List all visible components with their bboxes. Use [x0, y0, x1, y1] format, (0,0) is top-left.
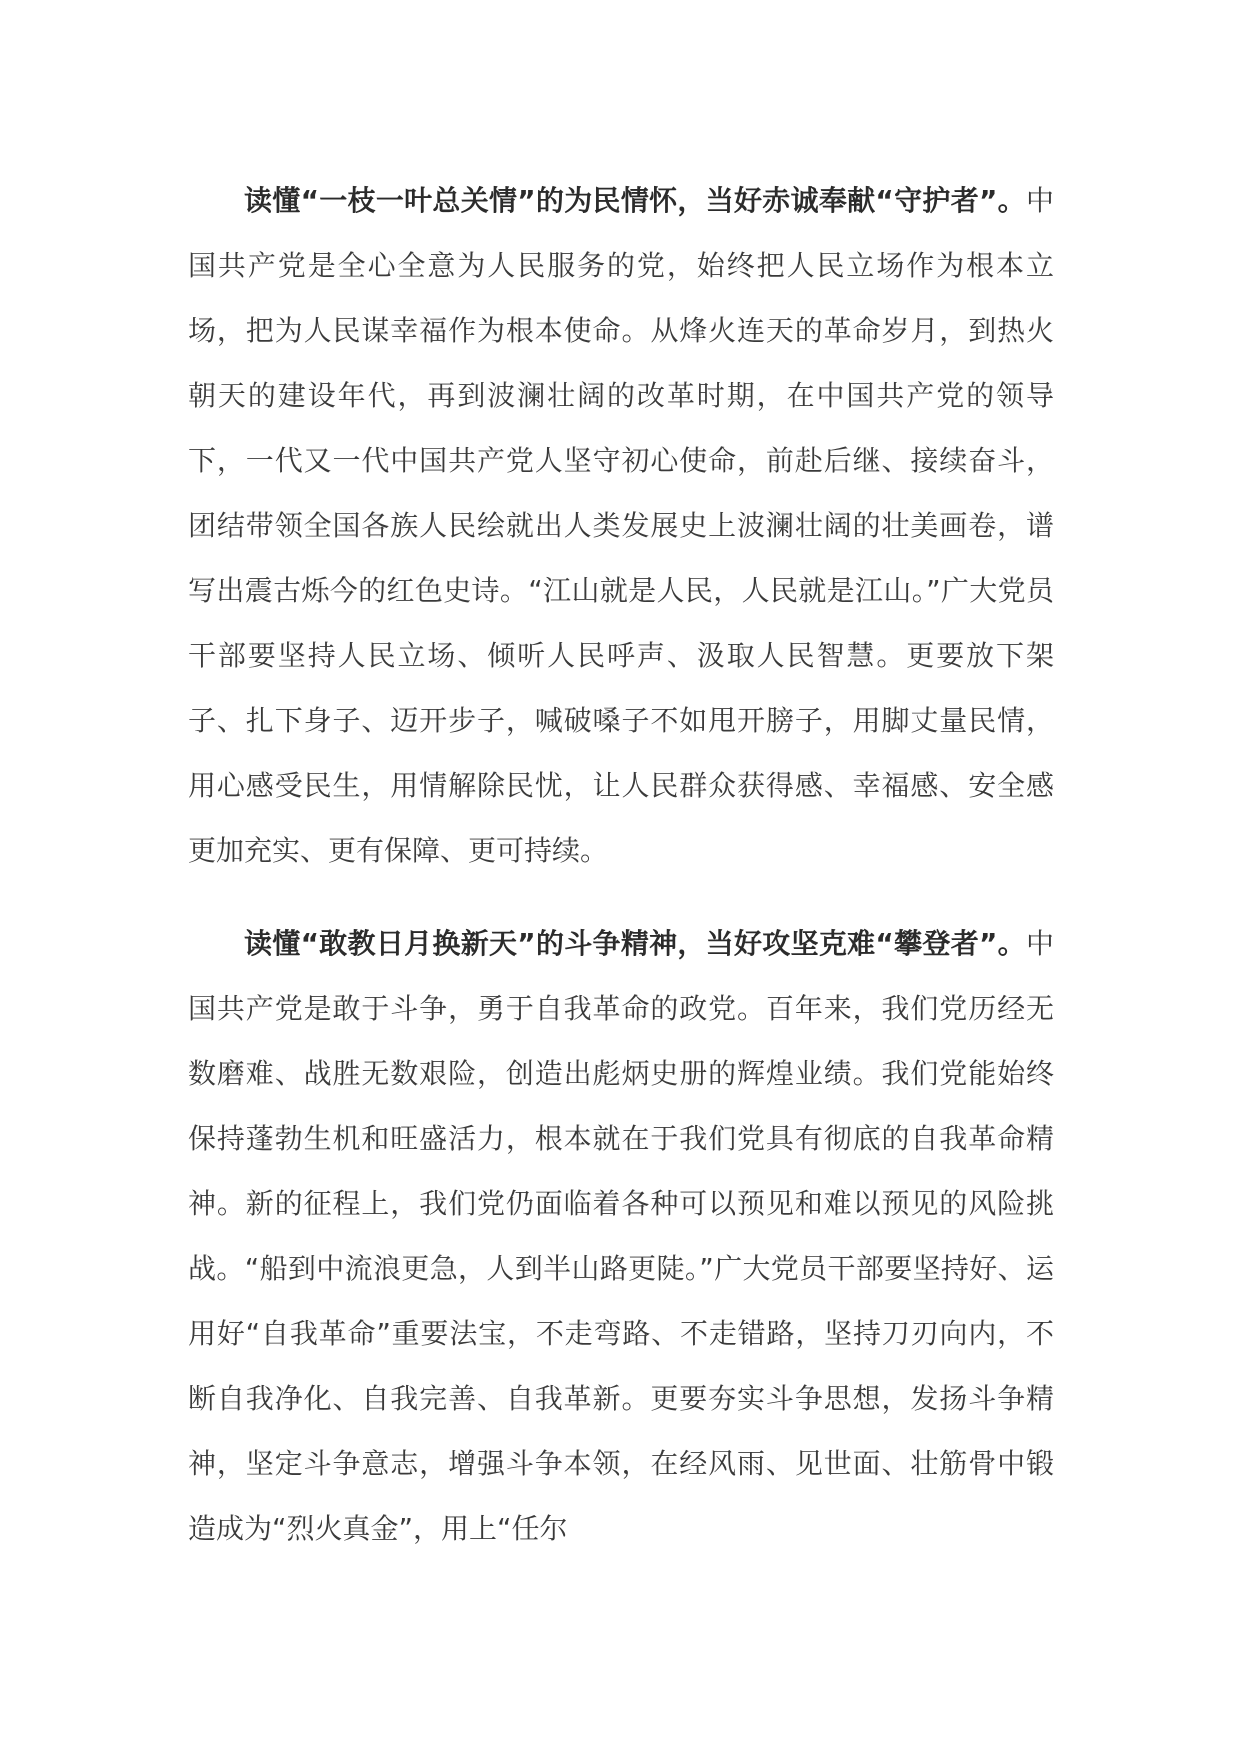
paragraph-struggle-spirit [188, 911, 1054, 1561]
paragraph-text: 中国共产党是敢于斗争，勇于自我革命的政党。百年来，我们党历经无数磨难、战胜无数艰险，创造出彪炳史册的辉煌业绩。我们党能始终保持蓬勃生机和旺盛活力，根本就在于我们党具有彻底的自我革命精神。新的征程上，我们党仍面临着各种可以预见和难以预见的风险挑战。“船到中流浪更急，人到半山路更陡。”广大党员干部要坚持好、运用好“自我革命”重要法宝，不走弯路、不走错路，坚持刀刃向内，不断自我净化、自我完善、自我革新。更要夯实斗争思想，发扬斗争精神，坚定斗争意志，增强斗争本领，在经风雨、见世面、壮筋骨中锻造成为“烈火真金”，用上“任尔 [188, 927, 1054, 1545]
paragraph-text: 中国共产党是全心全意为人民服务的党，始终把人民立场作为根本立场，把为人民谋幸福作为根本使命。从烽火连天的革命岁月，到热火朝天的建设年代，再到波澜壮阔的改革时期，在中国共产党的领导下，一代又一代中国共产党人坚守初心使命，前赴后继、接续奋斗，团结带领全国各族人民绘就出人类发展史上波澜壮阔的壮美画卷，谱写出震古烁今的红色史诗。“江山就是人民，人民就是江山。”广大党员干部要坚持人民立场、倾听人民呼声、汲取人民智慧。更要放下架子、扎下身子、迈开步子，喊破嗓子不如甩开膀子，用脚丈量民情，用心感受民生，用情解除民忧，让人民群众获得感、幸福感、安全感更加充实、更有保障、更可持续。 [188, 184, 1054, 867]
paragraph-heading: 读懂“一枝一叶总关情”的为民情怀，当好赤诚奉献“守护者”。 [244, 184, 1026, 217]
paragraph-people-sentiment [188, 168, 1054, 883]
paragraph-heading: 读懂“敢教日月换新天”的斗争精神，当好攻坚克难“攀登者”。 [244, 927, 1026, 960]
document-body [188, 168, 1054, 1589]
